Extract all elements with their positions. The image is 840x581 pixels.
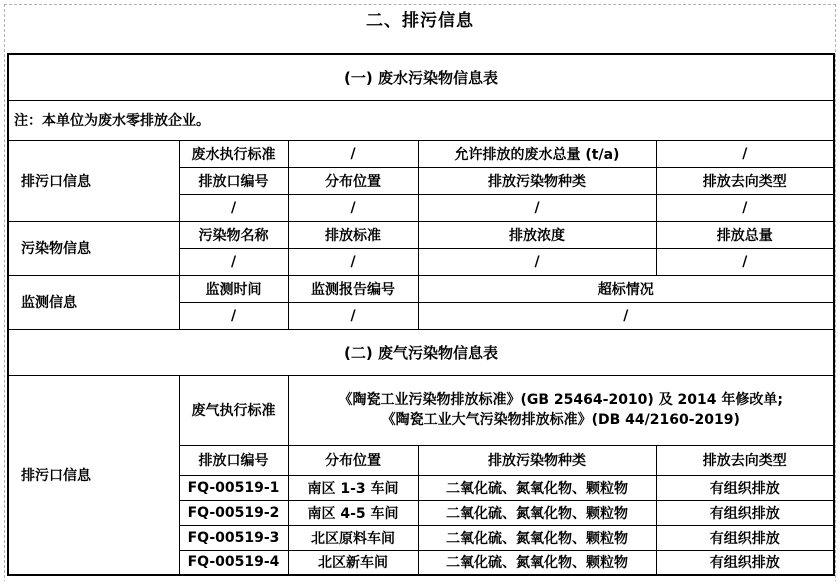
ww-total-value: / [656, 140, 834, 167]
exhaust-standards-cell [288, 375, 834, 445]
wastewater-section-title: (一) 废水污染物信息表 [8, 54, 834, 100]
pollutant-types-cell: 二氧化硫、氮氧化物、颗粒物 [418, 525, 656, 550]
location-cell: 北区原料车间 [288, 525, 418, 550]
outlet-id-cell: FQ-00519-1 [179, 475, 288, 500]
zero-discharge-note: 注：本单位为废水零排放企业。 [8, 100, 834, 140]
pollutant-info-label: 污染物信息 [8, 221, 179, 275]
outlet-id-cell: FQ-00519-3 [179, 525, 288, 550]
column-header: 分布位置 [288, 167, 418, 194]
table-row [8, 140, 834, 167]
exhaust-standard-line2: 《陶瓷工业大气污染物排放标准》(DB 44/2160-2019) [381, 412, 740, 428]
ww-total-label: 允许排放的废水总量 (t/a) [418, 140, 656, 167]
table-cell: / [179, 302, 288, 329]
discharge-type-cell: 有组织排放 [656, 475, 834, 500]
discharge-type-cell: 有组织排放 [656, 550, 834, 575]
column-header: 排放口编号 [179, 445, 288, 475]
column-header: 排放污染物种类 [418, 167, 656, 194]
table-row [8, 100, 834, 140]
ww-standard-label: 废水执行标准 [179, 140, 288, 167]
table-cell: / [656, 194, 834, 221]
exhaust-section-title: (二) 废气污染物信息表 [8, 329, 834, 375]
pollution-info-table [7, 53, 835, 576]
table-cell: / [179, 248, 288, 275]
pollutant-types-cell: 二氧化硫、氮氧化物、颗粒物 [418, 475, 656, 500]
column-header: 排放标准 [288, 221, 418, 248]
table-cell: / [288, 194, 418, 221]
location-cell: 北区新车间 [288, 550, 418, 575]
table-cell: / [179, 194, 288, 221]
column-header: 排放浓度 [418, 221, 656, 248]
exhaust-standard-line1: 《陶瓷工业污染物排放标准》(GB 25464-2010) 及 2014 年修改单; [338, 391, 783, 408]
location-cell: 南区 1-3 车间 [288, 475, 418, 500]
table-row [8, 54, 834, 100]
outlet-info-label: 排污口信息 [8, 140, 179, 221]
column-header: 分布位置 [288, 445, 418, 475]
table-cell: / [656, 248, 834, 275]
discharge-type-cell: 有组织排放 [656, 500, 834, 525]
column-header: 排放口编号 [179, 167, 288, 194]
pollutant-types-cell: 二氧化硫、氮氧化物、颗粒物 [418, 550, 656, 575]
column-header: 监测报告编号 [288, 275, 418, 302]
exhaust-outlet-info-label: 排污口信息 [8, 375, 179, 575]
table-cell: / [418, 194, 656, 221]
column-header: 污染物名称 [179, 221, 288, 248]
table-row [8, 221, 834, 248]
monitoring-info-label: 监测信息 [8, 275, 179, 329]
column-header: 超标情况 [418, 275, 834, 302]
table-cell: / [418, 248, 656, 275]
table-cell: / [288, 302, 418, 329]
column-header: 排放污染物种类 [418, 445, 656, 475]
outlet-id-cell: FQ-00519-4 [179, 550, 288, 575]
table-row [8, 375, 834, 445]
table-row [8, 275, 834, 302]
exhaust-standard-label: 废气执行标准 [179, 375, 288, 445]
outlet-id-cell: FQ-00519-2 [179, 500, 288, 525]
column-header: 排放总量 [656, 221, 834, 248]
column-header: 排放去向类型 [656, 167, 834, 194]
table-row [8, 329, 834, 375]
location-cell: 南区 4-5 车间 [288, 500, 418, 525]
column-header: 监测时间 [179, 275, 288, 302]
column-header: 排放去向类型 [656, 445, 834, 475]
table-cell: / [418, 302, 834, 329]
ww-standard-value: / [288, 140, 418, 167]
table-cell: / [288, 248, 418, 275]
discharge-type-cell: 有组织排放 [656, 525, 834, 550]
page-title: 二、排污信息 [366, 11, 474, 31]
pollutant-types-cell: 二氧化硫、氮氧化物、颗粒物 [418, 500, 656, 525]
